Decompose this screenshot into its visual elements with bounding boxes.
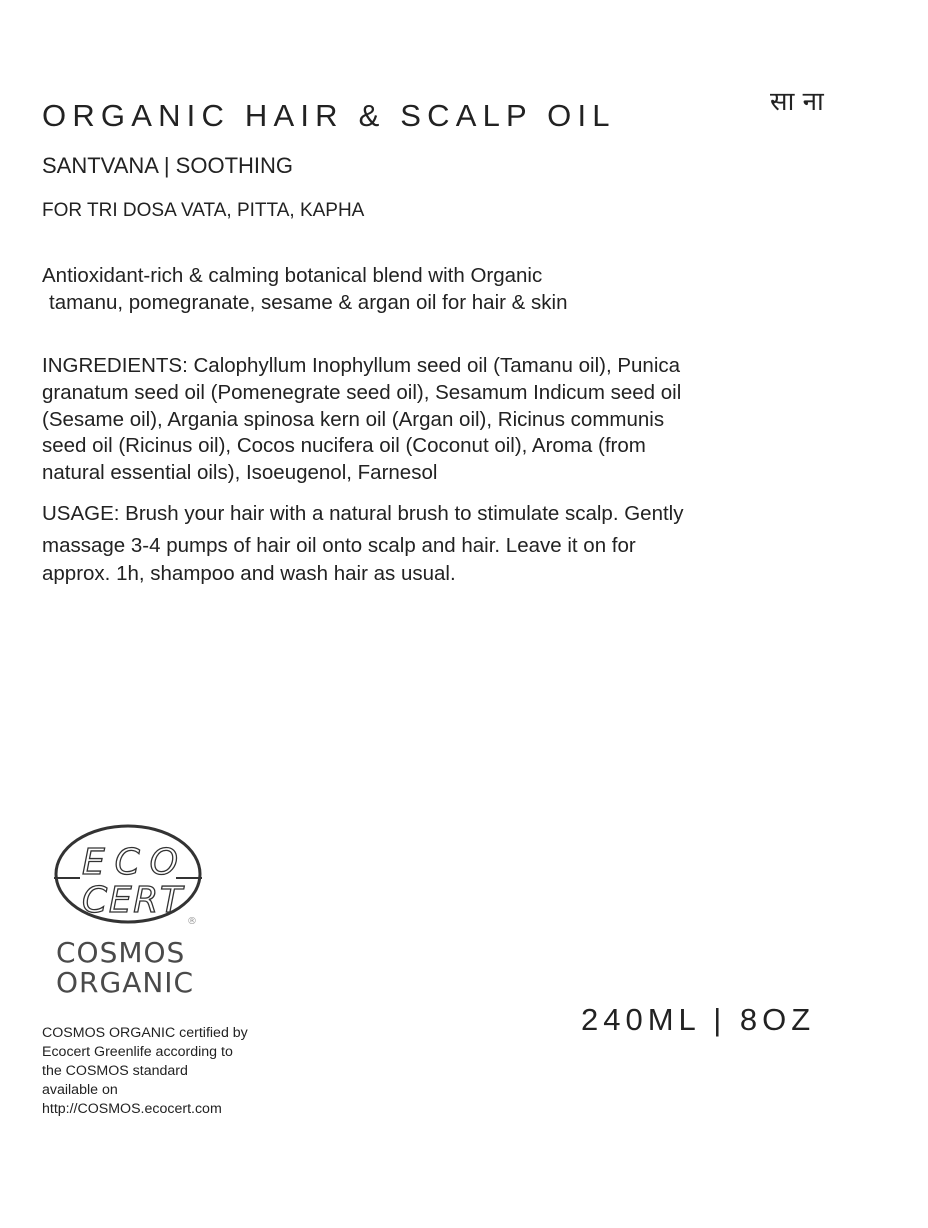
cert-note-line: COSMOS ORGANIC certified by [42,1025,248,1041]
svg-text:ECO: ECO [82,842,178,883]
logo-organic-text: ORGANIC [56,966,195,999]
ingredients-line: seed oil (Ricinus oil), Cocos nucifera oil (Coconut oil), Aroma (from [42,434,646,458]
dosha-line: FOR TRI DOSA VATA, PITTA, KAPHA [42,200,365,221]
product-title: ORGANIC HAIR & SCALP OIL [42,98,616,133]
cert-note-line: Ecocert Greenlife according to [42,1044,233,1060]
ingredients-line: (Sesame oil), Argania spinosa kern oil (Argan oil), Ricinus communis [42,407,665,431]
cert-note-line: the COSMOS standard [42,1063,188,1079]
svg-text:CERT: CERT [82,880,182,921]
ingredients-line: granatum seed oil (Pomenegrate seed oil), Sesamum Indicum seed oil [42,380,682,404]
certification-note [42,1024,272,1119]
tagline-line: Antioxidant-rich & calming botanical blend with Organic [42,264,543,287]
brand-mark: सा ना [770,87,824,117]
usage-line: approx. 1h, shampoo and wash hair as usual. [42,562,456,585]
cert-note-url: http://COSMOS.ecocert.com [42,1101,222,1117]
logo-cosmos-text: COSMOS [56,936,186,969]
ingredients-list [42,353,822,487]
tagline-line: tamanu, pomegranate, sesame & argan oil for hair & skin [49,291,568,314]
ingredients-line: natural essential oils), Isoeugenol, Farnesol [42,461,438,485]
ingredients-line: INGREDIENTS: Calophyllum Inophyllum seed oil (Tamanu oil), Punica [42,354,681,377]
usage-line: USAGE: Brush your hair with a natural brush to stimulate scalp. Gently [42,502,684,525]
usage-line: massage 3-4 pumps of hair oil onto scalp and hair. Leave it on for [42,534,636,557]
ecocert-oval-icon [50,822,210,932]
ecocert-cosmos-logo [50,822,210,1002]
usage-instructions [42,500,842,586]
product-subtitle: SANTVANA | SOOTHING [42,153,294,178]
product-volume: 240ML | 8OZ [581,1002,816,1037]
product-tagline [42,262,742,316]
cert-note-line: available on [42,1082,118,1098]
svg-text:®: ® [187,916,197,927]
